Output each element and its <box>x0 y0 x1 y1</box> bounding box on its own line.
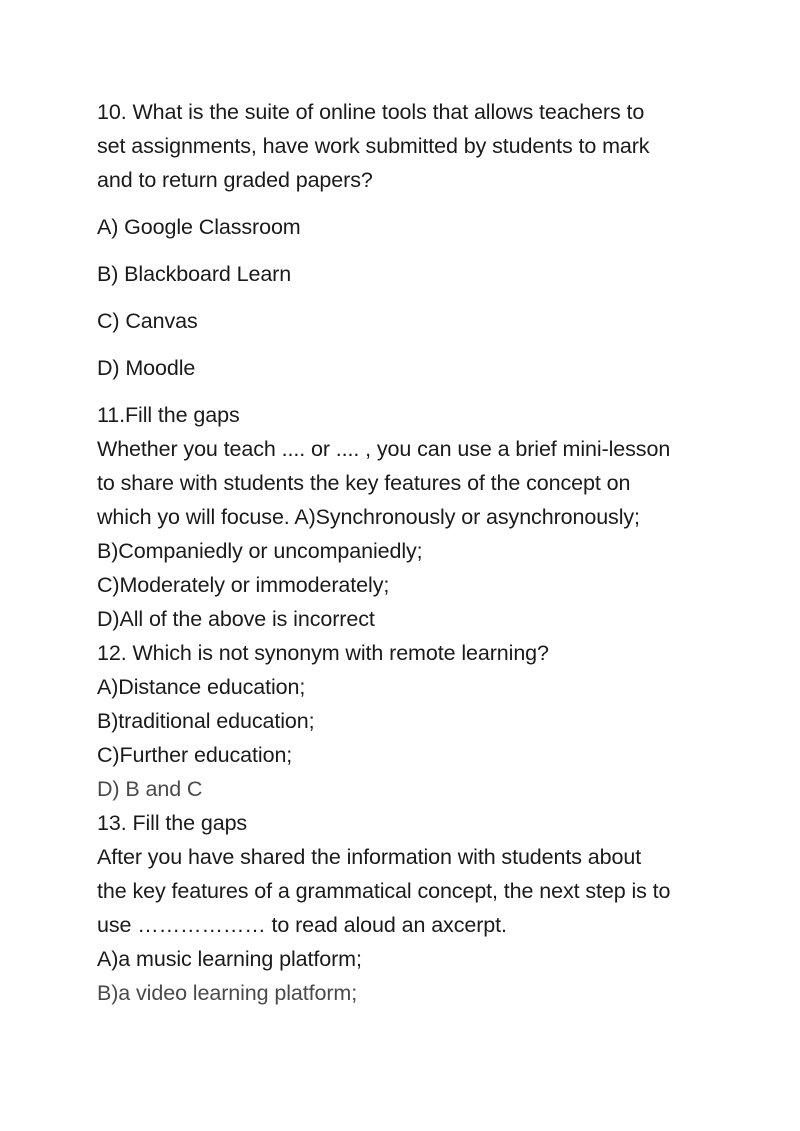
question-11-option-d: D)All of the above is incorrect <box>97 607 375 631</box>
question-10-option-c: C) Canvas <box>97 309 198 333</box>
question-11-title: 11.Fill the gaps <box>97 403 240 427</box>
question-11-body-line-1: Whether you teach .... or .... , you can use a brief mini-lesson <box>97 437 671 461</box>
question-10-option-d: D) Moodle <box>97 356 196 380</box>
question-10-line-3: and to return graded papers? <box>97 168 373 192</box>
question-13-title: 13. Fill the gaps <box>97 811 248 835</box>
question-11-option-b: B)Companiedly or uncompaniedly; <box>97 539 423 563</box>
question-12-option-d: D) B and C <box>97 777 203 801</box>
question-12-option-b: B)traditional education; <box>97 709 315 733</box>
question-11-option-c: C)Moderately or immoderately; <box>97 573 390 597</box>
question-10-option-b: B) Blackboard Learn <box>97 262 292 286</box>
question-13-option-a: A)a music learning platform; <box>97 947 362 971</box>
question-11-body-line-3: which yo will focuse. A)Synchronously or asynchronously; <box>97 505 640 529</box>
question-13-option-b: B)a video learning platform; <box>97 981 358 1005</box>
question-12-option-c: C)Further education; <box>97 743 293 767</box>
question-10-option-a: A) Google Classroom <box>97 215 301 239</box>
question-10 <box>97 95 717 385</box>
question-10-line-2: set assignments, have work submitted by students to mark <box>97 134 650 158</box>
document-page <box>97 95 717 1010</box>
question-12-option-a: A)Distance education; <box>97 675 306 699</box>
question-11-body-line-2: to share with students the key features of the concept on <box>97 471 631 495</box>
question-12 <box>97 636 717 806</box>
question-11 <box>97 398 717 636</box>
question-13-body-line-3: use ……………… to read aloud an axcerpt. <box>97 913 507 937</box>
question-12-title: 12. Which is not synonym with remote learning? <box>97 641 549 665</box>
question-13-body-line-2: the key features of a grammatical concept, the next step is to <box>97 879 671 903</box>
question-13 <box>97 806 717 1010</box>
question-13-body-line-1: After you have shared the information with students about <box>97 845 642 869</box>
question-10-line-1: 10. What is the suite of online tools that allows teachers to <box>97 100 645 124</box>
